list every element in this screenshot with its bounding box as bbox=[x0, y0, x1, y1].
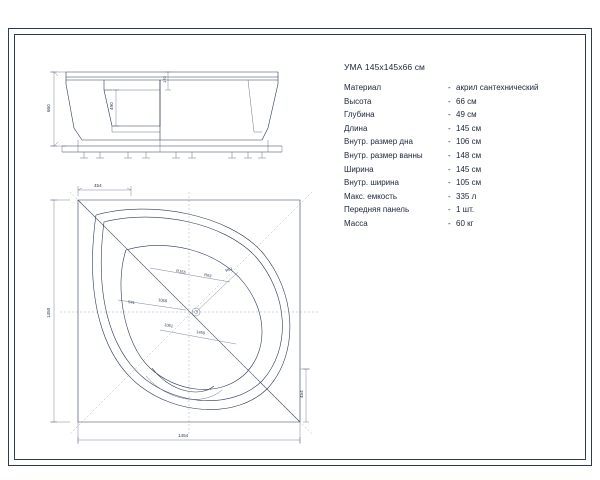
spec-dash: - bbox=[448, 178, 451, 188]
dim-radius-b: R61 bbox=[224, 265, 234, 273]
dim-inner-d: 541 bbox=[127, 299, 136, 306]
spec-row-mass bbox=[344, 219, 584, 233]
spec-label: Высота bbox=[344, 96, 372, 106]
spec-value: 106 см bbox=[456, 137, 482, 147]
spec-row-length bbox=[344, 124, 584, 138]
spec-dash: - bbox=[448, 150, 451, 160]
dim-inner-e: 1061 bbox=[163, 322, 174, 329]
spec-label: Внутр. размер ванны bbox=[344, 150, 423, 160]
spec-dash: - bbox=[448, 205, 451, 215]
spec-value: 60 кг bbox=[456, 218, 474, 228]
spec-row-inner-bath bbox=[344, 151, 584, 165]
spec-value: 145 см bbox=[456, 164, 482, 174]
spec-label: Макс. емкость bbox=[344, 191, 398, 201]
dim-depth-inner: 490 bbox=[109, 102, 114, 110]
dim-inner-f: 1450 bbox=[195, 329, 206, 336]
spec-dash: - bbox=[448, 110, 451, 120]
spec-dash: - bbox=[448, 83, 451, 92]
spec-dash: - bbox=[448, 191, 451, 201]
spec-dash: - bbox=[448, 96, 451, 106]
spec-row-front-panel bbox=[344, 205, 584, 219]
spec-value: 49 см bbox=[456, 110, 477, 120]
spec-row-inner-width bbox=[344, 178, 584, 192]
spec-dash: - bbox=[448, 123, 451, 133]
spec-dash: - bbox=[448, 137, 451, 147]
spec-row-height bbox=[344, 97, 584, 111]
plan-view bbox=[46, 183, 318, 444]
spec-value: 145 см bbox=[456, 123, 482, 133]
spec-row-width bbox=[344, 165, 584, 179]
dim-top-small: 170 bbox=[162, 76, 167, 83]
elevation-view bbox=[46, 72, 282, 158]
spec-value: 335 л bbox=[456, 191, 477, 201]
dim-inner-c: 1050 bbox=[157, 297, 168, 304]
dim-radius-g: R63 bbox=[203, 272, 212, 279]
spec-value: 148 см bbox=[456, 150, 482, 160]
spec-label: Длина bbox=[344, 123, 368, 133]
spec-label: Ширина bbox=[344, 164, 374, 174]
spec-dash: - bbox=[448, 218, 451, 228]
spec-row-capacity bbox=[344, 192, 584, 206]
spec-label: Внутр. ширина bbox=[344, 178, 399, 188]
dim-right-side: 454 bbox=[299, 390, 304, 398]
spec-row-inner-bottom bbox=[344, 137, 584, 151]
spec-row-material bbox=[344, 83, 584, 97]
dim-height-left: 1450 bbox=[46, 307, 51, 318]
dim-width-top: 454 bbox=[94, 183, 102, 188]
spec-label: Внутр. размер дна bbox=[344, 137, 413, 147]
spec-label: Материал bbox=[344, 83, 382, 92]
spec-row-depth bbox=[344, 110, 584, 124]
spec-value: 66 см bbox=[456, 96, 477, 106]
dim-radius-a: R155 bbox=[175, 268, 187, 275]
spec-label: Передняя панель bbox=[344, 205, 410, 215]
dim-height-total: 660 bbox=[46, 104, 51, 112]
spec-label: Масса bbox=[344, 218, 368, 228]
spec-value: 1 шт. bbox=[456, 205, 475, 215]
dim-width-bottom: 1454 bbox=[178, 433, 189, 438]
product-title: УМА 145x145x66 см bbox=[344, 62, 425, 72]
specification-table bbox=[344, 62, 584, 233]
spec-value: акрил сантехнический bbox=[456, 83, 539, 92]
spec-label: Глубина bbox=[344, 110, 375, 120]
spec-value: 105 см bbox=[456, 178, 482, 188]
spec-dash: - bbox=[448, 164, 451, 174]
